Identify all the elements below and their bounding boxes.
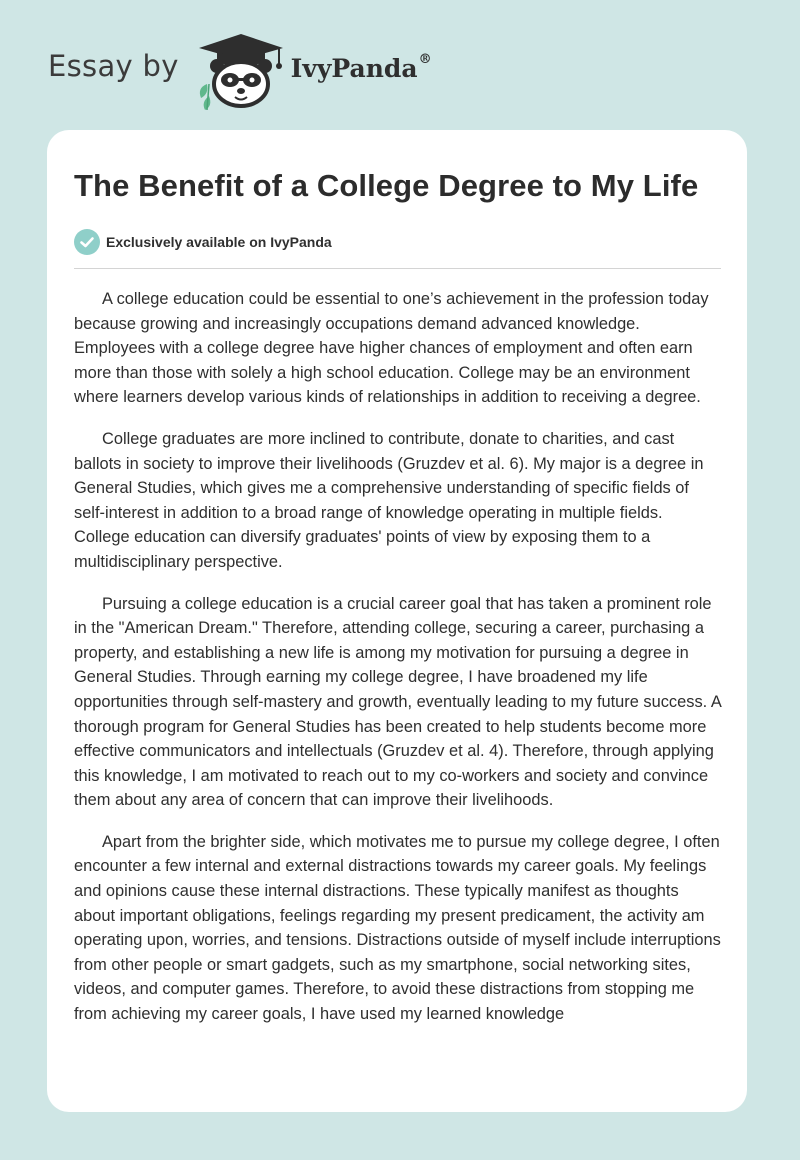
brand-text: IvyPanda xyxy=(290,53,418,83)
essay-title: The Benefit of a College Degree to My Life xyxy=(74,168,699,203)
essay-paragraph: Apart from the brighter side, which motivates me to pursue my college degree, I often encounter a few internal and external distractions towards my career goals. My feelings and opinions cause these internal distractions. These typically manifest as thoughts about important obligations, feelings regarding my present predicament, the activity am operating upon, worries, and tensions. Distractions outside of myself include interruptions from other people or smart gadgets, such as my smartphone, social networking sites, videos, and computer games. Therefore, to avoid these distractions from stopping me from achieving my career goals, I have used my learned knowledge xyxy=(74,832,721,1024)
essay-paragraph: College graduates are more inclined to contribute, donate to charities, and cast ballots in society to improve their livelihoods (Gruzdev et al. 6). My major is a degree in General Studies, which gives me a comprehensive understanding of specific fields of self-interest in addition to a broad range of knowledge operating in multiple fields. College education can diversify graduates' points of view by exposing them to a multidisciplinary perspective. xyxy=(74,429,704,571)
essay-paragraph: Pursuing a college education is a crucial career goal that has taken a prominent role in the "American Dream." Therefore, attending college, securing a career, purchasing a property, and establishing a new life is among my motivation for pursuing a degree in General Studies. Through earning my college degree, I have broadened my life opportunities through self-mastery and growth, eventually leading to my future success. A thorough program for General Studies has been created to help students become more effective communicators and intellectuals (Gruzdev et al. 4). Therefore, through applying this knowledge, I am motivated to reach out to my co-workers and society and convince them about any area of concern that can improve their livelihoods. xyxy=(74,594,721,810)
panda-graduate-logo-icon[interactable] xyxy=(193,30,289,110)
brand-name[interactable] xyxy=(291,54,432,83)
exclusive-badge xyxy=(74,229,721,255)
essay-paragraph: A college education could be essential to one’s achievement in the profession today because growing and increasingly occupations demand advanced knowledge. Employees with a college degree have higher chances of employment and often earn more than those with solely a high school education. College may be an environment where learners develop various kinds of relationships in addition to receiving a degree. xyxy=(74,290,709,407)
divider xyxy=(74,268,721,269)
registered-mark: ® xyxy=(418,52,432,68)
check-icon xyxy=(74,229,100,255)
essay-card xyxy=(47,130,747,1112)
site-header xyxy=(48,30,432,110)
essay-by-label: Essay by xyxy=(48,49,179,83)
essay-body xyxy=(74,287,721,1027)
exclusive-label: Exclusively available on IvyPanda xyxy=(106,234,332,250)
